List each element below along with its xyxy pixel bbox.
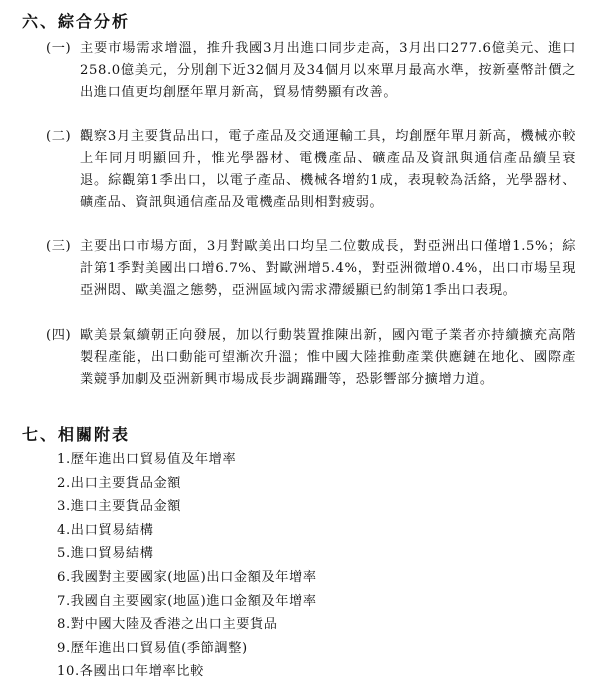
paragraph-text: 歐美景氣續朝正向發展，加以行動裝置推陳出新，國內電子業者亦持續擴充高階製程產能，出口動能可望漸次升溫；惟中國大陸推動產業供應鏈在地化、國際產業競爭加劇及亞洲新興市場成長步調蹣跚等，恐影響部分擴增力道。 <box>80 328 576 387</box>
list-item: 1.歷年進出口貿易值及年增率 <box>57 452 237 467</box>
list-item: 5.進口貿易結構 <box>57 546 154 562</box>
list-item: 2.出口主要貨品金額 <box>57 475 182 491</box>
paragraph-text: 主要市場需求增溫，推升我國3月出進口同步走高，3月出口277.6億美元、進口258.0億美元，分別創下近32個月及34個月以來單月最高水準，按新臺幣計價之出進口值更均創歷年單月新高，貿易情勢顯有改善。 <box>80 41 576 100</box>
paragraph-marker: (一) <box>46 41 72 56</box>
list-item: 9.歷年進出口貿易值(季節調整) <box>57 640 248 656</box>
paragraph-marker: (四) <box>46 328 72 343</box>
list-item: 7.我國自主要國家(地區)進口金額及年增率 <box>57 593 317 609</box>
paragraph-text: 主要出口市場方面，3月對歐美出口均呈二位數成長，對亞洲出口僅增1.5%；綜計第1季對美國出口增6.7%、對歐洲增5.4%，對亞洲微增0.4%，出口市場呈現亞洲悶、歐美溫之態勢，亞洲區域內需求滯緩顯已約制第1季出口表現。 <box>80 239 576 298</box>
paragraph-marker: (三) <box>46 239 72 254</box>
analysis-paragraph <box>46 236 576 302</box>
list-item: 8.對中國大陸及香港之出口主要貨品 <box>57 617 278 633</box>
table-list <box>57 448 317 684</box>
analysis-paragraph <box>46 325 576 391</box>
section-heading-tables: 七、相關附表 <box>22 425 131 444</box>
list-item: 4.出口貿易結構 <box>57 522 154 538</box>
list-item: 10.各國出口年增率比較 <box>57 664 204 680</box>
analysis-paragraph <box>46 126 576 214</box>
paragraph-marker: (二) <box>46 129 72 144</box>
paragraph-text: 觀察3月主要貨品出口，電子產品及交通運輸工具，均創歷年單月新高，機械亦較上年同月明顯回升，惟光學器材、電機產品、礦產品及資訊與通信產品續呈衰退。綜觀第1季出口，以電子產品、機械各增約1成，表現較為活絡，光學器材、礦產品、資訊與通信產品及電機產品則相對疲弱。 <box>80 129 576 210</box>
list-item: 6.我國對主要國家(地區)出口金額及年增率 <box>57 569 317 585</box>
analysis-paragraph <box>46 38 576 104</box>
list-item: 3.進口主要貨品金額 <box>57 499 182 515</box>
section-heading-analysis: 六、綜合分析 <box>22 12 131 31</box>
